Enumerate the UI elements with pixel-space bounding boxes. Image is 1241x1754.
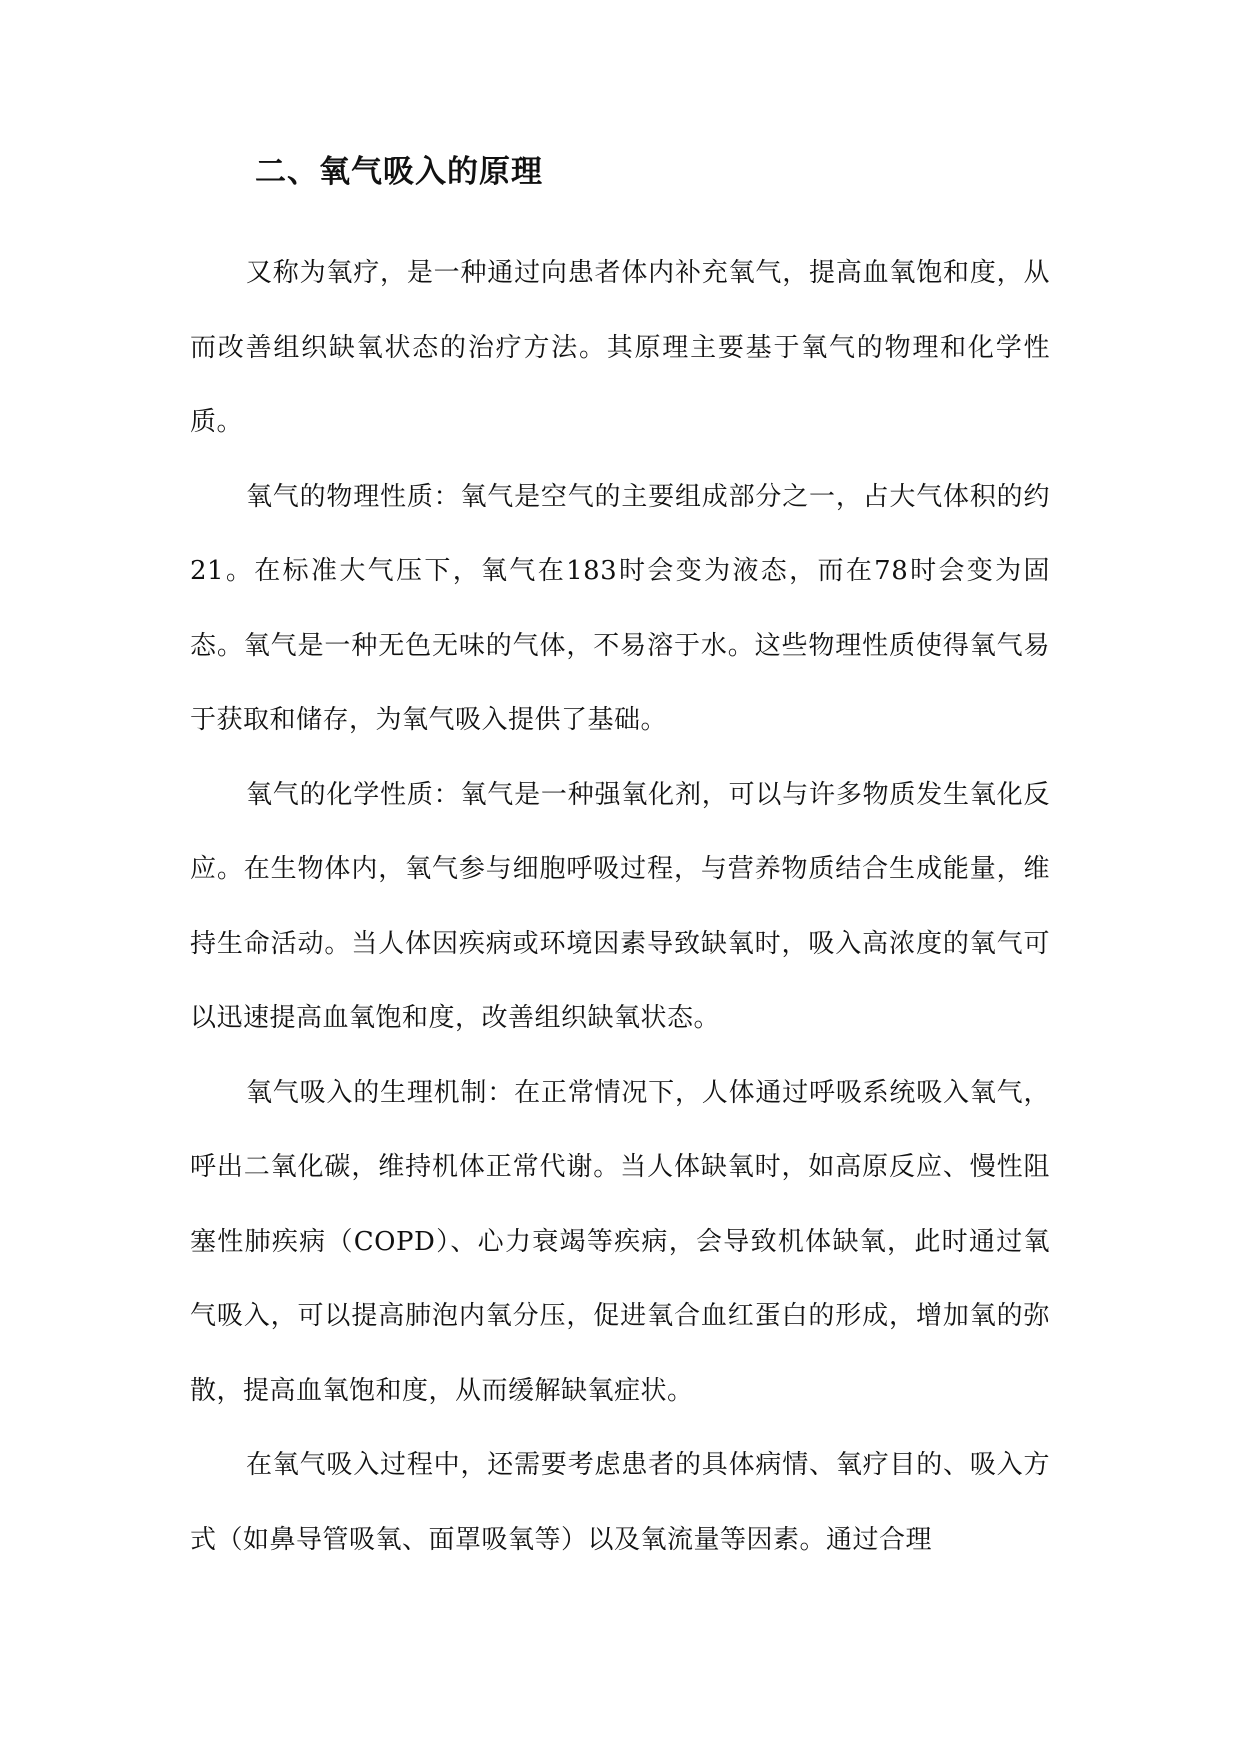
paragraph-chemical-properties: 氧气的化学性质：氧气是一种强氧化剂，可以与许多物质发生氧化反应。在生物体内，氧气参与细胞呼吸过程，与营养物质结合生成能量，维持生命活动。当人体因疾病或环境因素导致缺氧时，吸入高浓度的氧气可以迅速提高血氧饱和度，改善组织缺氧状态。: [190, 779, 1050, 1033]
section-heading: 二、氧气吸入的原理: [255, 154, 543, 190]
paragraph-considerations: 在氧气吸入过程中，还需要考虑患者的具体病情、氧疗目的、吸入方式（如鼻导管吸氧、面罩吸氧等）以及氧流量等因素。通过合理: [190, 1450, 1050, 1555]
paragraph-physical-properties: 氧气的物理性质：氧气是空气的主要组成部分之一，占大气体积的约21。在标准大气压下，氧气在183时会变为液态，而在78时会变为固态。氧气是一种无色无味的气体，不易溶于水。这些物理性质使得氧气易于获取和储存，为氧气吸入提供了基础。: [190, 481, 1050, 735]
document-body: [190, 236, 1050, 1577]
paragraph-physiological-mechanism: 氧气吸入的生理机制：在正常情况下，人体通过呼吸系统吸入氧气，呼出二氧化碳，维持机体正常代谢。当人体缺氧时，如高原反应、慢性阻塞性肺疾病（COPD）、心力衰竭等疾病，会导致机体缺氧，此时通过氧气吸入，可以提高肺泡内氧分压，促进氧合血红蛋白的形成，增加氧的弥散，提高血氧饱和度，从而缓解缺氧症状。: [190, 1077, 1050, 1406]
paragraph-intro: 又称为氧疗，是一种通过向患者体内补充氧气，提高血氧饱和度，从而改善组织缺氧状态的治疗方法。其原理主要基于氧气的物理和化学性质。: [190, 258, 1050, 437]
